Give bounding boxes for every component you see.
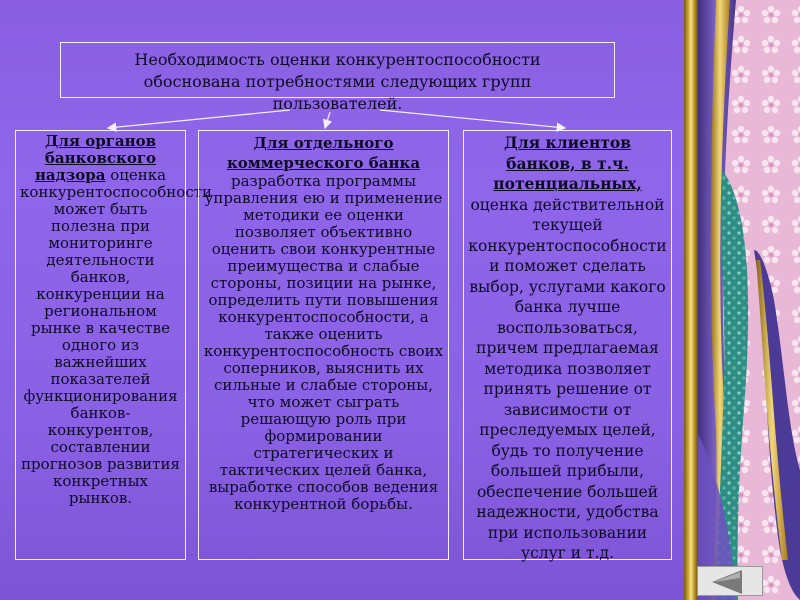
intro-line-1: Необходимость оценки конкурентоспособности [134,50,541,69]
column-3-body: оценка действительной текущей конкурентоспособности и поможет сделать выбор, услугами какого банка лучше воспользоваться, причем предлагаемая методика позволяет принять решение от зависимости от преследуемых целей, будь то получение большей прибыли, обеспечение большей надежности, удобства при использовании услуг и т.д. [468,195,667,562]
intro-line-3: пользователей. [272,94,403,113]
column-commercial-bank [198,130,449,560]
triangle-left-icon [698,567,764,597]
column-2-heading: Для отдельного коммерческого банка [226,134,421,172]
column-1-body: оценка конкурентоспособности может быть полезна при мониторинге деятельности банков, конкуренции на региональном рынке в качестве одного из важнейших показателей функционирования банков-конкурентов, составлении прогнозов развития конкретных рынков. [20,166,213,507]
intro-box [60,42,615,113]
column-banking-supervision [15,130,213,560]
intro-line-2: обоснована потребностями следующих групп [143,72,532,91]
back-button[interactable] [697,566,763,596]
column-bank-clients [463,130,672,560]
column-2-body: разработка программы управления ею и применение методики ее оценки позволяет объективно оценить свои конкурентные преимущества и слабые стороны, позиции на рынке, определить пути повышения конкурентоспособности, а также оценить конкурентоспособность своих соперников, выяснить их сильные и слабые стороны, что может сыграть решающую роль при формировании стратегических и тактических целей банка, выработке способов ведения конкурентной борьбы. [203,172,444,513]
column-3-heading: Для клиентов банков, в т.ч. потенциальных, [493,133,642,193]
decorative-side-panel [696,0,800,600]
column-1-heading: Для органов банковского надзора [34,132,157,184]
